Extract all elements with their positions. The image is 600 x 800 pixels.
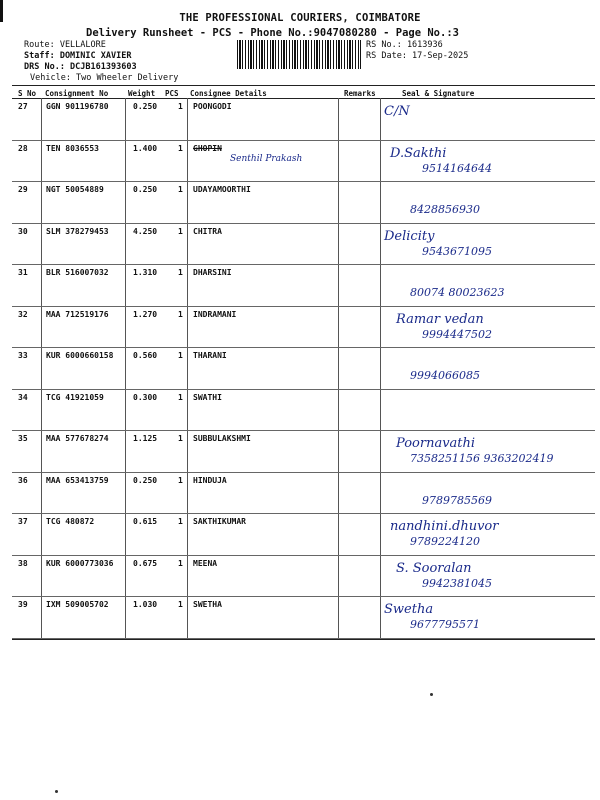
col-seal: Seal & Signature <box>402 89 475 98</box>
row-signature: Ramar vedan <box>396 311 484 327</box>
row-phone-handwritten: 8428856930 <box>410 203 480 216</box>
row-pcs: 1 <box>178 434 183 443</box>
row-sno: 34 <box>18 392 28 402</box>
row-pcs: 1 <box>178 185 183 194</box>
row-consignment-no: KUR 6000660158 <box>46 351 114 360</box>
row-phone-handwritten: 9543671095 <box>422 244 492 258</box>
row-pcs: 1 <box>178 351 183 360</box>
row-pcs: 1 <box>178 309 183 319</box>
col-sno: S No <box>18 89 37 98</box>
row-consignment-no: KUR 6000773036 <box>46 558 114 568</box>
row-sno: 36 <box>18 475 28 485</box>
row-phone-handwritten: 9994447502 <box>422 327 492 341</box>
row-consignee-name: SWETHA <box>193 600 222 609</box>
header-rule <box>12 98 595 99</box>
row-divider <box>12 430 595 431</box>
row-divider <box>12 347 595 348</box>
row-consignee-name: SUBBULAKSHMI <box>193 434 251 443</box>
row-weight: 0.250 <box>133 185 158 194</box>
row-weight: 0.675 <box>133 558 158 568</box>
company-title: THE PROFESSIONAL COURIERS, COIMBATORE <box>179 12 421 24</box>
col-consignment: Consignment No <box>45 89 109 98</box>
handwritten-note: Senthil Prakash <box>230 153 303 164</box>
row-consignee-name: POONGODI <box>193 102 232 111</box>
row-sno: 38 <box>18 558 28 568</box>
row-sno: 30 <box>18 226 28 236</box>
row-sno: 29 <box>18 185 28 194</box>
row-consignment-no: TEN 8036553 <box>46 143 99 153</box>
col-consignee: Consignee Details <box>190 89 267 98</box>
row-sno: 39 <box>18 600 28 609</box>
row-pcs: 1 <box>178 475 183 485</box>
row-consignment-no: SLM 378279453 <box>46 226 109 236</box>
row-consignee-name: HINDUJA <box>193 475 227 485</box>
row-consignment-no: BLR 516007032 <box>46 268 109 277</box>
col-divider <box>187 98 188 639</box>
staff-label: Staff: DOMINIC XAVIER <box>24 51 132 61</box>
vehicle-label: Vehicle: Two Wheeler Delivery <box>30 73 179 83</box>
row-consignment-no: IXM 509005702 <box>46 600 109 609</box>
row-weight: 0.300 <box>133 392 158 402</box>
row-weight: 1.400 <box>133 143 158 153</box>
runsheet-table <box>12 85 595 640</box>
row-phone-handwritten: 9789785569 <box>422 493 492 507</box>
row-sno: 27 <box>18 102 28 111</box>
col-divider <box>41 98 42 639</box>
stray-mark <box>55 790 58 793</box>
row-consignee-name: CHITRA <box>193 226 222 236</box>
row-weight: 1.030 <box>133 600 158 609</box>
row-consignment-no: GGN 901196780 <box>46 102 109 111</box>
row-sno: 37 <box>18 517 28 526</box>
rs-date: RS Date: 17-Sep-2025 <box>366 51 469 61</box>
row-consignee-name: SAKTHIKUMAR <box>193 517 246 526</box>
row-divider <box>12 596 595 597</box>
row-weight: 0.250 <box>133 102 158 111</box>
row-sno: 28 <box>18 143 28 153</box>
row-divider <box>12 472 595 473</box>
rs-number: RS No.: 1613936 <box>366 40 443 50</box>
row-phone-handwritten: 7358251156 9363202419 <box>410 452 554 465</box>
row-sno: 33 <box>18 351 28 360</box>
col-divider <box>125 98 126 639</box>
row-phone-handwritten: 9994066085 <box>410 369 480 382</box>
row-signature: S. Sooralan <box>396 560 472 576</box>
col-weight: Weight <box>128 89 156 98</box>
col-remarks: Remarks <box>344 89 376 98</box>
row-phone-handwritten: 9942381045 <box>422 576 492 590</box>
row-consignee-name: MEENA <box>193 558 218 568</box>
row-pcs: 1 <box>178 268 183 277</box>
row-sno: 32 <box>18 309 28 319</box>
row-divider <box>12 555 595 556</box>
row-consignee-name: GHOPIN <box>193 143 222 153</box>
row-consignee-name: THARANI <box>193 351 227 360</box>
row-pcs: 1 <box>178 600 183 609</box>
row-consignee-name: UDAYAMOORTHI <box>193 185 251 194</box>
row-weight: 0.615 <box>133 517 158 526</box>
row-consignment-no: MAA 653413759 <box>46 475 109 485</box>
row-consignee-name: SWATHI <box>193 392 222 402</box>
row-divider <box>12 140 595 141</box>
row-divider <box>12 264 595 265</box>
row-pcs: 1 <box>178 392 183 402</box>
row-weight: 4.250 <box>133 226 158 236</box>
runsheet-subtitle: Delivery Runsheet - PCS - Phone No.:9047080280 - Page No.:3 <box>86 27 459 39</box>
row-consignment-no: MAA 712519176 <box>46 309 109 319</box>
row-phone-handwritten: 80074 80023623 <box>410 286 505 299</box>
row-divider <box>12 181 595 182</box>
row-sno: 35 <box>18 434 28 443</box>
row-weight: 1.125 <box>133 434 158 443</box>
row-divider <box>12 638 595 639</box>
row-signature: C/N <box>384 104 410 119</box>
barcode <box>237 40 361 69</box>
row-signature: Delicity <box>384 228 435 244</box>
route-label: Route: VELLALORE <box>24 40 106 50</box>
row-phone-handwritten: 9789224120 <box>410 535 480 548</box>
row-divider <box>12 389 595 390</box>
row-phone-handwritten: 9677795571 <box>410 618 480 631</box>
row-weight: 0.560 <box>133 351 158 360</box>
row-consignment-no: TCG 480872 <box>46 517 95 526</box>
row-weight: 1.310 <box>133 268 158 277</box>
row-signature: D.Sakthi <box>390 145 447 161</box>
col-divider <box>338 98 339 639</box>
drs-label: DRS No.: DCJB161393603 <box>24 62 137 72</box>
row-weight: 1.270 <box>133 309 158 319</box>
row-pcs: 1 <box>178 143 183 153</box>
row-consignee-name: DHARSINI <box>193 268 232 277</box>
row-pcs: 1 <box>178 102 183 111</box>
row-weight: 0.250 <box>133 475 158 485</box>
row-consignment-no: MAA 577678274 <box>46 434 109 443</box>
row-signature: nandhini.dhuvor <box>390 519 499 534</box>
row-divider <box>12 223 595 224</box>
row-phone-handwritten: 9514164644 <box>422 161 492 175</box>
row-pcs: 1 <box>178 558 183 568</box>
row-pcs: 1 <box>178 226 183 236</box>
row-consignment-no: NGT 50054889 <box>46 185 104 194</box>
row-divider <box>12 513 595 514</box>
row-divider <box>12 306 595 307</box>
col-divider <box>380 98 381 639</box>
row-pcs: 1 <box>178 517 183 526</box>
row-sno: 31 <box>18 268 28 277</box>
stray-mark <box>430 693 433 696</box>
col-pcs: PCS <box>165 89 179 98</box>
row-signature: Poornavathi <box>396 436 476 451</box>
row-consignee-name: INDRAMANI <box>193 309 237 319</box>
row-signature: Swetha <box>384 602 434 617</box>
row-consignment-no: TCG 41921059 <box>46 392 104 402</box>
